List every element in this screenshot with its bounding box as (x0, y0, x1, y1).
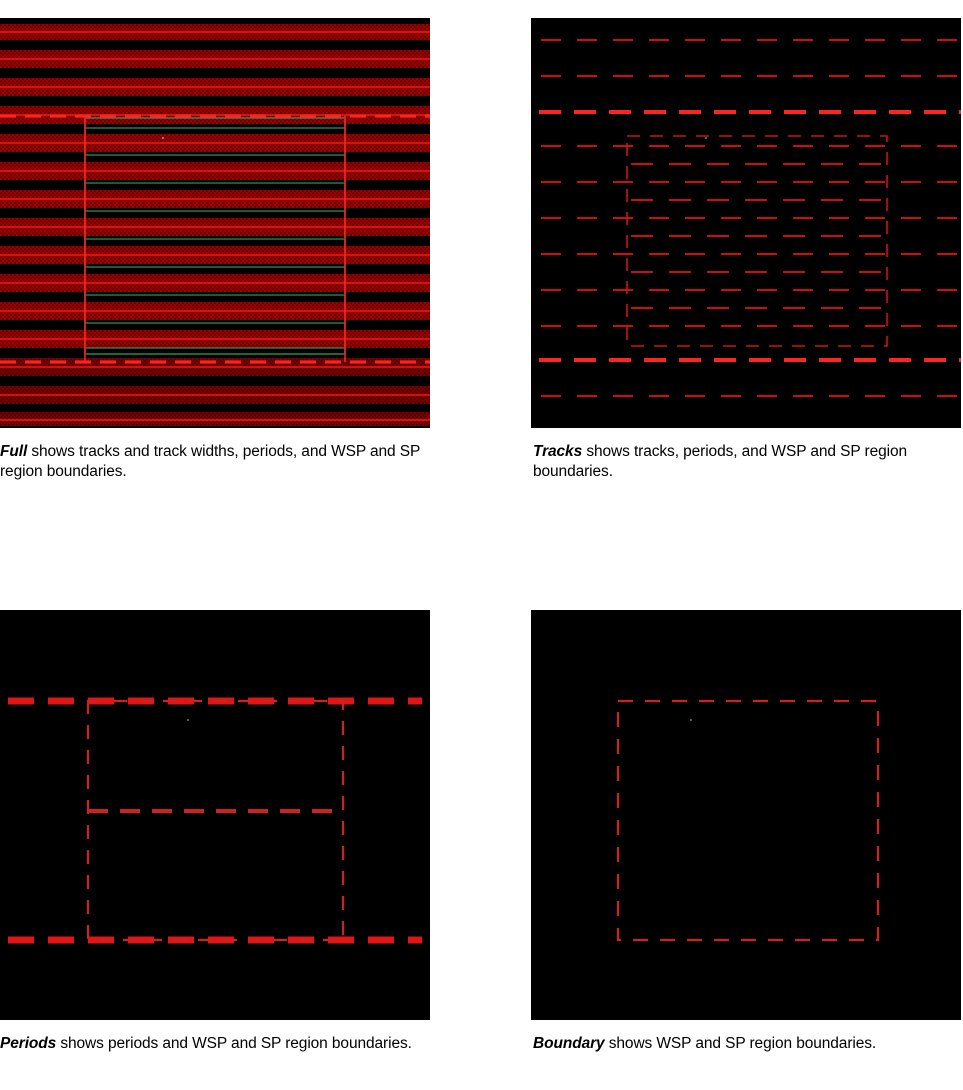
tracks-view-svg (531, 18, 961, 428)
full-view-svg (0, 18, 430, 428)
origin-marker (187, 719, 189, 721)
periods-background (0, 610, 430, 1020)
boundary-background (531, 610, 961, 1020)
caption-boundary-keyword: Boundary (533, 1035, 605, 1052)
panel-full-image (0, 18, 430, 428)
column-gap-1 (430, 18, 533, 428)
row-gap-b (430, 482, 533, 610)
boundary-view-svg (531, 610, 961, 1020)
caption-full-text: shows tracks and track widths, periods, and WSP and SP region boundaries. (0, 443, 420, 480)
column-gap-3 (430, 610, 533, 1020)
column-gap-2 (430, 428, 533, 482)
caption-tracks-text: shows tracks, periods, and WSP and SP region boundaries. (533, 443, 908, 480)
track-width-bands (0, 24, 430, 426)
caption-periods-text: shows periods and WSP and SP region boundaries. (56, 1035, 412, 1052)
panel-periods-image (0, 610, 430, 1020)
caption-full (0, 428, 430, 482)
origin-marker (162, 137, 164, 139)
panel-tracks-image (531, 18, 961, 428)
caption-tracks (533, 428, 963, 482)
caption-periods (0, 1020, 430, 1054)
caption-periods-keyword: Periods (0, 1035, 57, 1052)
caption-full-keyword: Full (0, 443, 28, 460)
row-gap-a (0, 482, 430, 610)
caption-boundary (533, 1020, 963, 1054)
origin-marker (690, 719, 692, 721)
tracks-background (531, 18, 961, 428)
caption-tracks-keyword: Tracks (533, 443, 583, 460)
panel-boundary-image (531, 610, 961, 1020)
column-gap-4 (430, 1020, 533, 1054)
caption-boundary-text: shows WSP and SP region boundaries. (604, 1035, 877, 1052)
periods-view-svg (0, 610, 430, 1020)
row-gap-c (533, 482, 963, 610)
origin-marker (705, 137, 707, 139)
